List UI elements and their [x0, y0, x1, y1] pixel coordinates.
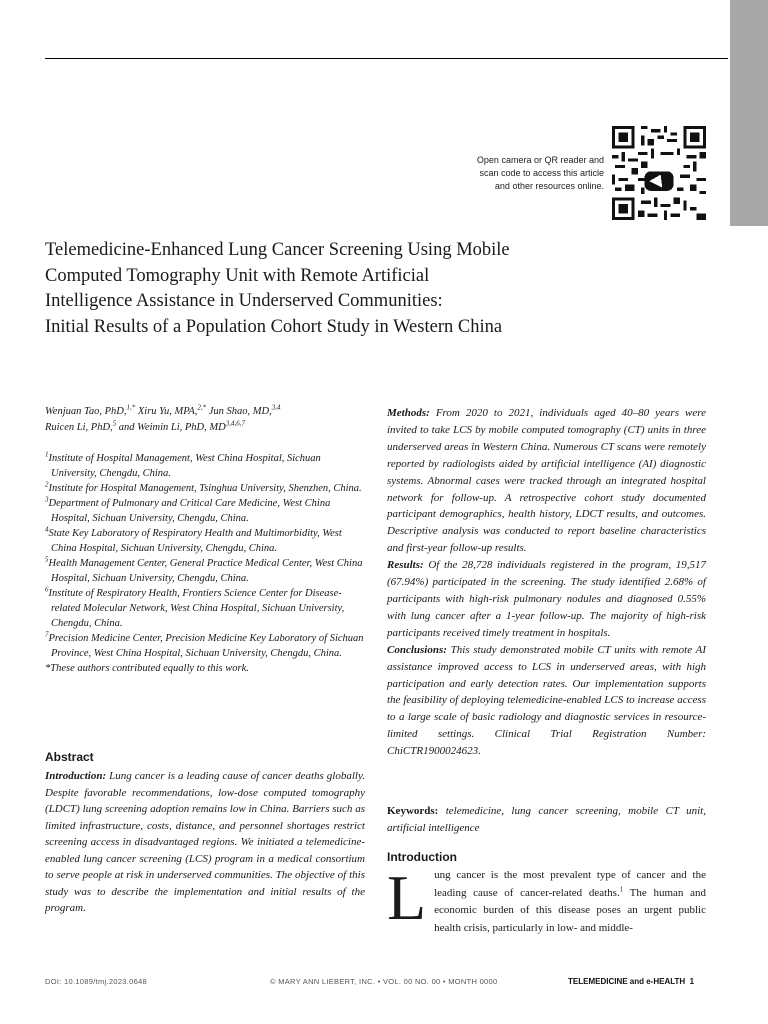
trial-registration: Clinical Trial Registration Number: ChiCTR1900024623.: [387, 728, 707, 758]
author-name: Jun Shao, MD,: [206, 406, 272, 417]
abstract-results-text: Of the 28,728 individuals registered in the program, 19,517 (67.94%) participated in the screening. The study identified 2.68% of participants with high-risk pulmonary nodules and diagnosed 0.55% with lung cancer after a 1-year follow-up. The majority of high-risk participants received timely treatment in hospitals.: [387, 559, 706, 639]
author-affiliation-mark: 1,*: [126, 403, 136, 412]
author-name: Xiru Yu, MPA,: [135, 406, 198, 417]
abstract-conclusions-label: Conclusions:: [387, 643, 447, 656]
author-name: Ruicen Li, PhD,: [45, 422, 113, 433]
page-number: 1: [689, 977, 695, 986]
introduction-text: The human and economic burden of this disease poses an urgent public health crisis, particularly in low- and middle-: [434, 886, 706, 934]
author-name: Wenjuan Tao, PhD,: [45, 406, 127, 417]
author-affiliation-mark: 2,*: [197, 403, 207, 412]
abstract-methods-text: From 2020 to 2021, individuals aged 40–80 years were invited to take LCS by mobile computed tomography (CT) units in three underserved areas in Western China. Numerous CT scans were remotely reported by radiologists aided by artificial intelligence (AI) diagnostic systems. Abnormal cases were tracked through an integrated hospital network for follow-up. A retrospective cohort study documented participant demographics, health history, LDCT results, and outcomes. Descriptive analysis was conducted to report baseline characteristics and first-year follow-up results.: [387, 407, 706, 555]
footer-journal: [568, 977, 694, 986]
keywords-text: telemedicine, lung cancer screening, mobile CT unit, artificial intelligence: [387, 805, 706, 834]
keywords-label: Keywords:: [387, 805, 439, 817]
introduction-text: ung cancer is the most prevalent type of cancer and the leading cause of cancer-related deaths.: [434, 869, 706, 899]
affiliation-text: State Key Laboratory of Respiratory Health and Multimorbidity, West China Hospital, Sichuan University, Chengdu, China.: [48, 528, 342, 554]
side-tab: [730, 0, 768, 226]
affiliation-text: Department of Pulmonary and Critical Care Medicine, West China Hospital, Sichuan University, Chengdu, China.: [48, 498, 331, 524]
footer-publisher: © MARY ANN LIEBERT, INC. • VOL. 00 NO. 00 • MONTH 0000: [270, 977, 498, 986]
author-list: [45, 404, 365, 436]
author-affiliation-mark: 5: [112, 419, 117, 428]
footer-doi[interactable]: DOI: 10.1089/tmj.2023.0648: [45, 977, 148, 986]
affiliation-number: 2: [45, 480, 49, 489]
author-name: and Weimin Li, PhD, MD: [116, 422, 226, 433]
affiliation-item: [45, 556, 365, 586]
affiliation-number: 6: [45, 585, 49, 594]
abstract-introduction-label: Introduction:: [45, 770, 107, 782]
affiliation-item: [45, 481, 365, 496]
introduction-body: [387, 862, 706, 937]
qr-instructions: [440, 154, 604, 193]
equal-contribution-note: *These authors contributed equally to this work.: [45, 663, 249, 674]
affiliation-number: 1: [45, 450, 49, 459]
affiliation-number: 7: [45, 630, 49, 639]
title-line: Computed Tomography Unit with Remote Artificial: [45, 265, 430, 286]
affiliation-item: [45, 496, 365, 526]
qr-instruction-line: Open camera or QR reader and: [476, 155, 604, 165]
affiliation-list: [45, 451, 365, 676]
drop-cap: L: [387, 862, 427, 933]
affiliation-text: Precision Medicine Center, Precision Medicine Key Laboratory of Sichuan Province, West China Hospital, Sichuan University, Chengdu, China.: [48, 633, 364, 659]
affiliation-text: Institute for Hospital Management, Tsinghua University, Shenzhen, China.: [48, 483, 362, 494]
introduction-heading: Introduction: [387, 850, 457, 864]
affiliation-item: [45, 586, 365, 631]
affiliation-text: Institute of Hospital Management, West China Hospital, Sichuan University, Chengdu, China.: [48, 453, 321, 479]
article-title: [45, 238, 605, 340]
title-line: Initial Results of a Population Cohort Study in Western China: [45, 316, 503, 337]
abstract-introduction: [45, 768, 365, 917]
author-affiliation-mark: 3,4,6,7: [225, 419, 245, 428]
abstract-introduction-text: Lung cancer is a leading cause of cancer deaths globally. Despite favorable recommendations, low-dose computed tomography (LDCT) lung screening adoption remains low in China. Barriers such as limited infrastructure, costs, distance, and personnel shortages restrict screening access in disadvantaged regions. We initiated a telemedicine-enabled lung cancer screening (LCS) program in a medical consortium to serve people at risk in underserved communities. The objective of this study was to describe the implementation and initial results of the program.: [45, 770, 365, 914]
affiliation-item: [45, 526, 365, 556]
affiliation-number: 3: [45, 495, 49, 504]
abstract-results-label: Results:: [387, 559, 424, 572]
qr-instruction-line: scan code to access this article: [479, 168, 604, 178]
title-line: Intelligence Assistance in Underserved Communities:: [45, 291, 443, 311]
author-affiliation-mark: 3,4: [271, 403, 281, 412]
abstract-continued: [387, 405, 706, 760]
affiliation-item: [45, 631, 365, 661]
qr-instruction-line: and other resources online.: [494, 181, 604, 191]
abstract-conclusions-text: This study demonstrated mobile CT units with remote AI assistance improved access to LCS in underserved areas, with high participation and early detection rates. Our implementation supports the feasibility of deploying telemedicine-enabled LCS to increase access to a large scale of basic radiology and diagnostic services in resource-limited settings.: [387, 643, 706, 741]
affiliation-text: Health Management Center, General Practice Medical Center, West China Hospital, Sichuan University, Chengdu, China.: [48, 558, 363, 584]
keywords: [387, 803, 706, 836]
affiliation-item: [45, 451, 365, 481]
journal-name: TELEMEDICINE and e-HEALTH: [568, 977, 686, 986]
abstract-heading: Abstract: [45, 750, 94, 764]
abstract-methods-label: Methods:: [387, 407, 430, 419]
title-line: Telemedicine-Enhanced Lung Cancer Screening Using Mobile: [45, 240, 510, 260]
affiliation-number: 5: [45, 555, 49, 564]
affiliation-number: 4: [45, 525, 49, 534]
qr-code-icon[interactable]: [612, 126, 706, 220]
citation-mark: 1: [619, 884, 624, 893]
affiliation-text: Institute of Respiratory Health, Frontiers Science Center for Disease-related Molecular Network, West China Hospital, Sichuan University, Chengdu, China.: [48, 588, 345, 629]
header-rule: [45, 58, 728, 59]
